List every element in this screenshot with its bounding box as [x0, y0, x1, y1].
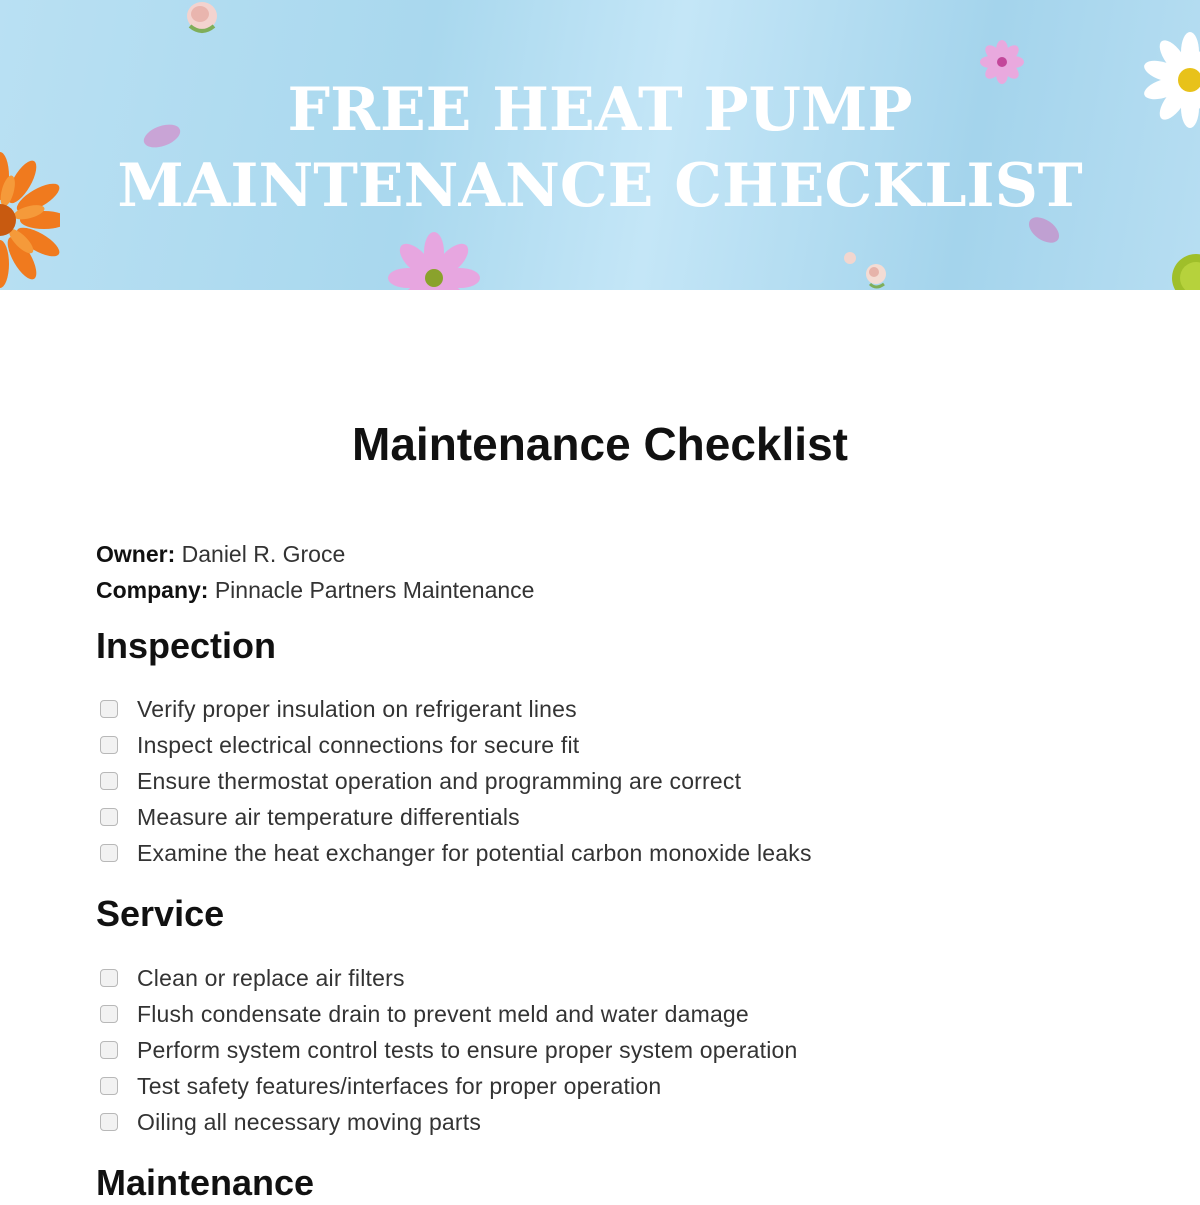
checklist-item [100, 1032, 798, 1068]
company-value: Pinnacle Partners Maintenance [214, 577, 535, 603]
checklist-item-label: Measure air temperature differentials [137, 803, 520, 830]
checkbox[interactable] [100, 808, 118, 826]
header-banner [0, 0, 1200, 290]
checklist-item-label: Ensure thermostat operation and programming are correct [137, 767, 742, 794]
rose-bud-icon [180, 0, 224, 40]
document-meta [96, 536, 534, 608]
checkbox[interactable] [100, 1005, 118, 1023]
checklist-item [100, 799, 812, 835]
banner-title [0, 72, 1200, 224]
checklist-item [100, 1104, 798, 1140]
checkbox[interactable] [100, 1041, 118, 1059]
section-heading-maintenance: Maintenance [96, 1162, 315, 1203]
owner-row [96, 536, 534, 572]
page-title: Maintenance Checklist [352, 418, 848, 470]
checklist-item [100, 691, 812, 727]
checklist-item [100, 835, 812, 871]
banner-title-line-1: FREE HEAT PUMP [287, 75, 913, 145]
pink-cosmos-icon [388, 232, 480, 290]
service-checklist [100, 960, 798, 1140]
section-heading-inspection: Inspection [96, 625, 277, 666]
checklist-item-label: Test safety features/interfaces for proper operation [137, 1072, 662, 1099]
checklist-item-label: Perform system control tests to ensure proper system operation [137, 1036, 798, 1063]
green-chrysanthemum-icon [1166, 248, 1200, 290]
checklist-item-label: Clean or replace air filters [137, 964, 405, 991]
checkbox[interactable] [100, 1113, 118, 1131]
checkbox[interactable] [100, 844, 118, 862]
checkbox[interactable] [100, 1077, 118, 1095]
checklist-item [100, 996, 798, 1032]
banner-title-line-2: MAINTENANCE CHECKLIST [117, 151, 1083, 221]
checklist-item [100, 763, 812, 799]
checkbox[interactable] [100, 736, 118, 754]
checklist-item [100, 1068, 798, 1104]
rose-bud-icon [840, 248, 896, 290]
section-heading-service: Service [96, 893, 225, 934]
checkbox[interactable] [100, 772, 118, 790]
company-row [96, 572, 534, 608]
checklist-item [100, 960, 798, 996]
checklist-item-label: Verify proper insulation on refrigerant lines [137, 695, 577, 722]
checkbox[interactable] [100, 969, 118, 987]
checklist-item-label: Flush condensate drain to prevent meld and water damage [137, 1000, 749, 1027]
checkbox[interactable] [100, 700, 118, 718]
inspection-checklist [100, 691, 812, 871]
owner-value: Daniel R. Groce [181, 541, 346, 567]
checklist-item-label: Examine the heat exchanger for potential carbon monoxide leaks [137, 839, 812, 866]
checklist-item [100, 727, 812, 763]
checklist-item-label: Inspect electrical connections for secure fit [137, 731, 580, 758]
owner-label: Owner: [96, 541, 176, 567]
checklist-item-label: Oiling all necessary moving parts [137, 1108, 482, 1135]
company-label: Company: [96, 577, 209, 603]
